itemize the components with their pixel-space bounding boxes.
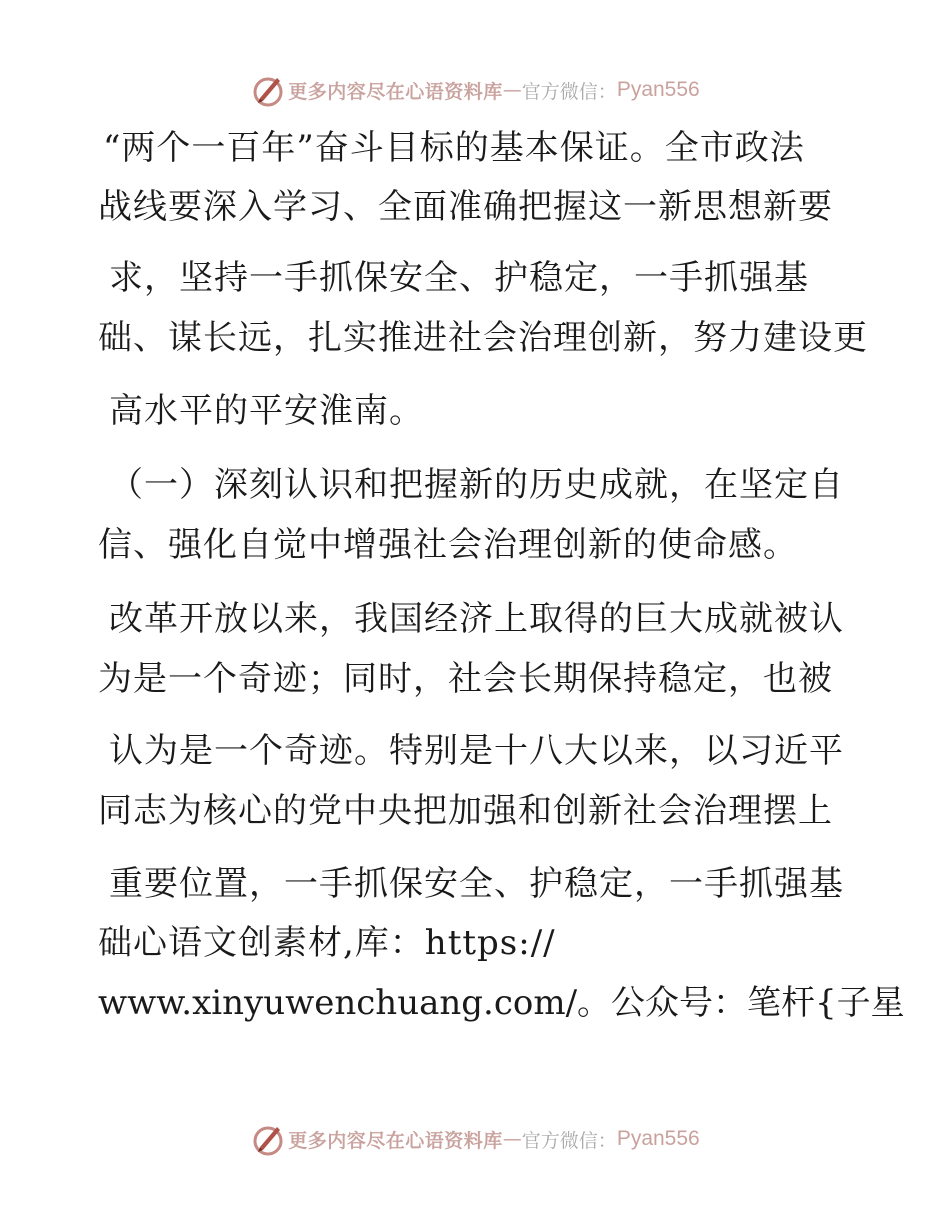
body-line-11: 同志为核心的党中央把加强和创新社会治理摆上 xyxy=(98,791,833,831)
footer-wechat-id: Pyan556 xyxy=(616,1127,700,1150)
header-site-name: 更多内容尽在心语资料库 xyxy=(288,80,503,103)
body-line-4: 础、谋长远，扎实推进社会治理创新，努力建设更 xyxy=(98,318,868,358)
body-line-2: 战线要深入学习、全面准确把握这一新思想新要 xyxy=(98,187,833,227)
body-line-9: 为是一个奇迹；同时，社会长期保持稳定，也被 xyxy=(98,659,833,699)
body-line-12: 重要位置，一手抓保安全、护稳定，一手抓强基 xyxy=(109,864,844,904)
header-wechat-label: 官方微信： xyxy=(521,80,617,103)
body-line-6: （一）深刻认识和把握新的历史成就，在坚定自 xyxy=(109,465,844,505)
footer-banner xyxy=(0,1119,950,1159)
footer-site-name: 更多内容尽在心语资料库 xyxy=(288,1129,503,1152)
body-line-8: 改革开放以来，我国经济上取得的巨大成就被认 xyxy=(109,599,844,639)
header-dash: — xyxy=(502,79,522,101)
body-line-3: 求，坚持一手抓保安全、护稳定，一手抓强基 xyxy=(109,258,809,298)
body-line-1: “两个一百年”奋斗目标的基本保证。全市政法 xyxy=(103,128,805,168)
footer-dash: — xyxy=(502,1128,522,1150)
footer-wechat-label: 官方微信： xyxy=(521,1129,617,1152)
body-line-5: 高水平的平安淮南。 xyxy=(109,391,424,431)
body-line-7: 信、强化自觉中增强社会治理创新的使命感。 xyxy=(98,525,798,565)
header-wechat-id: Pyan556 xyxy=(616,78,700,101)
body-line-10: 认为是一个奇迹。特别是十八大以来，以习近平 xyxy=(109,731,844,771)
body-line-13: 础心语文创素材,库：https:// xyxy=(98,923,556,963)
body-line-14: www.xinyuwenchuang.com/。公众号：笔杆{子星 xyxy=(98,983,905,1023)
quill-logo-icon xyxy=(250,1121,286,1157)
